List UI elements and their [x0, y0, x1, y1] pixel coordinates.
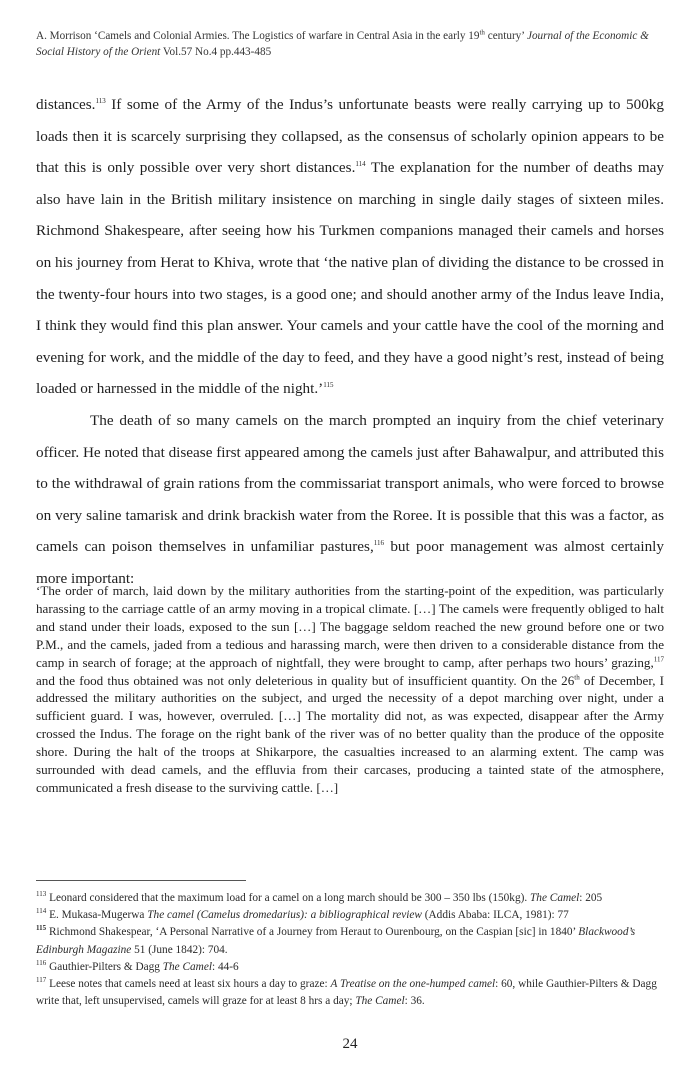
footnote-ref-117[interactable]: 117 [653, 655, 664, 664]
footnote-text: : 60, while Gauthier-Pilters & Dagg write that, left unsupervised, camels will graze for at least 8 hrs a day; [36, 978, 657, 1008]
footnote-number: 117 [36, 976, 47, 985]
footnote-italic: The camel (Camelus dromedarius): a bibliographical review [147, 909, 422, 922]
footnote-text: : 44-6 [212, 960, 239, 973]
header-title-superscript: th [479, 28, 485, 37]
footnote-italic: The Camel [162, 960, 212, 973]
footnote-ref-115[interactable]: 115 [323, 381, 334, 390]
footnote-text: Richmond Shakespear, ‘A Personal Narrative of a Journey from Heraut to Ourenbourg, on the Caspian [sic] in 1840’ [46, 926, 579, 939]
footnote-text: : 205 [579, 892, 603, 904]
footnote-117 [36, 976, 664, 1010]
footnote-text: Gauthier-Pilters & Dagg [46, 960, 163, 973]
footnote-number: 115 [36, 924, 47, 933]
quote-text-a: ‘The order of march, laid down by the military authorities from the starting-point of the expedition, was particularly harassing to the carriage cattle of an army moving in a tropical climate. […] The camels were frequently obliged to halt and stand under their loads, exposed to the sun […] The baggage seldom reached the new ground before one or two P.M., and the camels, jaded from a tedious and harassing march, were then driven to a considerable distance from the camp in search of forage; at the approach of nightfall, they were brought to camp, after perhaps two hours’ grazing, [36, 583, 664, 670]
footnote-114 [36, 907, 664, 924]
paragraph-1-text-b: If some of the Army of the Indus’s unfortunate beasts were really carrying up to 500kg loads then it is scarcely surprising they collapsed, as the consensus of scholarly opinion appears to be that this is only possible over very short distances. [36, 96, 664, 177]
paragraph-1 [36, 89, 664, 405]
footnote-italic: The Camel [355, 995, 405, 1008]
footnote-text: E. Mukasa-Mugerwa [46, 909, 148, 922]
footnote-separator [36, 880, 246, 881]
footnote-italic: Blackwood’s Edinburgh Magazine [36, 926, 636, 956]
footnote-text: Leonard considered that the maximum load for a camel on a long march should be 300 – 350 lbs (150kg). [46, 892, 531, 904]
footnote-115 [36, 924, 664, 958]
footnote-113 [36, 890, 664, 907]
quote-ordinal-superscript: th [574, 673, 580, 682]
page-number: 24 [342, 1036, 358, 1052]
footnote-ref-116[interactable]: 116 [373, 539, 385, 548]
paragraph-1-text-c: The explanation for the number of deaths may also have lain in the British military insistence on marching in single daily stages of sixteen miles. Richmond Shakespeare, after seeing how his Turkmen companions managed their camels and horses on his journey from Herat to Khiva, wrote that ‘the native plan of dividing the distance to be crossed in the twenty-four hours into two stages, is a good one; and should another army of the Indus leave India, I think they would find this plan answer. Your camels and your cattle have the cool of the morning and evening for work, and the middle of the day to feed, and they have a good night’s rest, instead of being loaded or harnessed in the middle of the night.’ [36, 159, 664, 398]
paragraph-2 [36, 405, 664, 595]
footnote-italic: A Treatise on the one-humped camel [330, 978, 496, 991]
footnote-italic: The Camel [530, 892, 580, 904]
header-title-end: century’ [484, 30, 525, 42]
footnote-ref-114[interactable]: 114 [355, 160, 366, 169]
header-issue: Vol.57 No.4 pp.443-485 [162, 46, 272, 58]
header-journal: Journal of the Economic & Social History of the Orient [36, 30, 649, 58]
footnote-text: Leese notes that camels need at least six hours a day to graze: [46, 978, 331, 991]
header-author: A. Morrison [36, 30, 92, 42]
footnote-ref-113[interactable]: 113 [95, 96, 106, 105]
paragraph-1-text-a: distances. [36, 96, 96, 113]
footnotes [36, 890, 664, 1010]
footnote-number: 116 [36, 959, 47, 968]
main-text [36, 89, 664, 595]
block-quote [36, 582, 664, 797]
footnote-number: 114 [36, 907, 47, 916]
header-title: ‘Camels and Colonial Armies. The Logistics of warfare in Central Asia in the early 19 [94, 30, 480, 42]
paragraph-2-text-a: The death of so many camels on the march prompted an inquiry from the chief veterinary officer. He noted that disease first appeared among the camels just after Bahawalpur, and attributed this to the withdrawal of grain rations from the commissariat transport animals, who were forced to browse on very saline tamarisk and drink brackish water from the Roree. It is possible that this was a factor, as camels can poison themselves in unfamiliar pastures, [36, 411, 664, 556]
footnote-number: 113 [36, 890, 47, 899]
footnote-text: 51 (June 1842): 704. [131, 943, 228, 956]
footnote-text: (Addis Ababa: ILCA, 1981): 77 [421, 909, 569, 922]
quote-text-b: and the food thus obtained was not only deleterious in quality but of insufficient quantity. On the 26 [36, 672, 575, 688]
running-header [36, 28, 664, 60]
footnote-text: : 36. [404, 995, 425, 1008]
quote-text-c: of December, I addressed the military authorities on the subject, and urged the necessity of a depot marching over night, under a sufficient guard. I was, however, overruled. […] The mortality did not, as was expected, disappear after the Army crossed the Indus. The forage on the right bank of the river was of no better quality than the produce of the opposite shore. During the halt of the troops at Shikarpore, the casualties increased to an alarming extent. The camp was surrounded with dead camels, and the effluvia from their carcases, producing a tainted state of the atmosphere, communicated a fresh disease to the surviving cattle. […] [36, 672, 664, 795]
paragraph-2-text-b: but poor management was almost certainly more important: [36, 538, 664, 587]
footnote-116 [36, 959, 664, 976]
